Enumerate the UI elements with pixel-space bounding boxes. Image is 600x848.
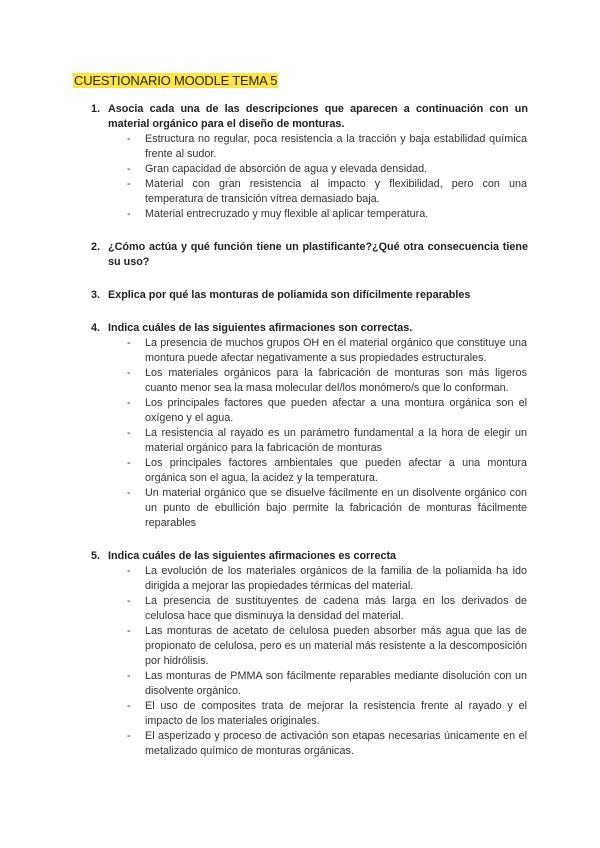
- question-3: [0, 288, 600, 303]
- question-number: 5.: [91, 550, 101, 562]
- option-text: Las monturas de acetato de celulosa pueden absorber más agua que las de propionato de celulosa, pero es un material más resistente a la descomposición por hidrólisis.: [145, 625, 527, 667]
- question-1: [0, 102, 600, 222]
- option-item: [127, 426, 527, 456]
- option-text: Material con gran resistencia al impacto y flexibilidad, pero con una temperatura de transición vítrea demasiado baja.: [145, 178, 527, 205]
- question-2: [0, 240, 600, 270]
- option-item: [127, 564, 527, 594]
- option-list: [0, 336, 600, 531]
- option-text: El asperizado y proceso de activación son etapas necesarias únicamente en el metalizado químico de monturas orgánicas.: [145, 730, 527, 757]
- option-text: Material entrecruzado y muy flexible al aplicar temperatura.: [145, 208, 429, 220]
- dash-bullet-icon: -: [127, 670, 131, 682]
- option-item: [127, 729, 527, 759]
- option-text: Las monturas de PMMA son fácilmente reparables mediante disolución con un disolvente orgánico.: [145, 670, 527, 697]
- option-item: [127, 162, 527, 177]
- option-text: Estructura no regular, poca resistencia a la tracción y baja estabilidad química frente al sudor.: [145, 133, 527, 160]
- option-item: [127, 366, 527, 396]
- option-item: [127, 132, 527, 162]
- dash-bullet-icon: -: [127, 487, 131, 499]
- option-item: [127, 336, 527, 366]
- question-text: Indica cuáles de las siguientes afirmaciones son correctas.: [108, 322, 413, 334]
- option-item: [127, 177, 527, 207]
- question-text: ¿Cómo actúa y qué función tiene un plastificante?¿Qué otra consecuencia tiene su uso?: [108, 241, 528, 268]
- question-number: 1.: [91, 103, 101, 115]
- dash-bullet-icon: -: [127, 625, 131, 637]
- dash-bullet-icon: -: [127, 367, 131, 379]
- question-number: 2.: [91, 241, 101, 253]
- dash-bullet-icon: -: [127, 337, 131, 349]
- option-item: [127, 594, 527, 624]
- option-text: La resistencia al rayado es un parámetro fundamental a la hora de elegir un material orgánico para la fabricación de monturas: [145, 427, 527, 454]
- dash-bullet-icon: -: [127, 178, 131, 190]
- option-item: [127, 624, 527, 669]
- dash-bullet-icon: -: [127, 700, 131, 712]
- option-text: Gran capacidad de absorción de agua y elevada densidad.: [145, 163, 428, 175]
- question-text: Asocia cada una de las descripciones que aparecen a continuación con un material orgánico para el diseño de monturas.: [108, 103, 528, 130]
- option-item: [127, 396, 527, 426]
- dash-bullet-icon: -: [127, 163, 131, 175]
- option-text: El uso de composites trata de mejorar la resistencia frente al rayado y el impacto de los materiales originales.: [145, 700, 527, 727]
- dash-bullet-icon: -: [127, 565, 131, 577]
- question-list: [0, 102, 600, 777]
- question-4: [0, 321, 600, 531]
- option-text: Los materiales orgánicos para la fabricación de monturas son más ligeros cuanto menor sea la masa molecular del/los monómero/s que lo conforman.: [145, 367, 527, 394]
- option-list: [0, 564, 600, 759]
- option-item: [127, 699, 527, 729]
- option-item: [127, 486, 527, 531]
- option-list: [0, 132, 600, 222]
- option-text: La presencia de muchos grupos OH en el material orgánico que constituye una montura puede afectar negativamente a sus propiedades estructurales.: [145, 337, 527, 364]
- dash-bullet-icon: -: [127, 730, 131, 742]
- dash-bullet-icon: -: [127, 427, 131, 439]
- dash-bullet-icon: -: [127, 133, 131, 145]
- option-text: Un material orgánico que se disuelve fácilmente en un disolvente orgánico con un punto de ebullición bajo permite la fabricación de monturas fácilmente reparables: [145, 487, 527, 529]
- question-5: [0, 549, 600, 759]
- dash-bullet-icon: -: [127, 457, 131, 469]
- option-item: [127, 669, 527, 699]
- option-text: La evolución de los materiales orgánicos de la familia de la poliamida ha ido dirigida a mejorar las propiedades térmicas del material.: [145, 565, 527, 592]
- question-text: Explica por qué las monturas de poliamida son difícilmente reparables: [108, 289, 471, 301]
- dash-bullet-icon: -: [127, 208, 131, 220]
- question-text: Indica cuáles de las siguientes afirmaciones es correcta: [108, 550, 397, 562]
- option-text: Los principales factores que pueden afectar a una montura orgánica son el oxígeno y el agua.: [145, 397, 527, 424]
- dash-bullet-icon: -: [127, 397, 131, 409]
- question-number: 3.: [91, 289, 101, 301]
- document-title: CUESTIONARIO MOODLE TEMA 5: [74, 73, 278, 88]
- option-text: Los principales factores ambientales que pueden afectar a una montura orgánica son el agua, la acidez y la temperatura.: [145, 457, 527, 484]
- dash-bullet-icon: -: [127, 595, 131, 607]
- question-number: 4.: [91, 322, 101, 334]
- option-text: La presencia de sustituyentes de cadena más larga en los derivados de celulosa hace que disminuya la densidad del material.: [145, 595, 527, 622]
- option-item: [127, 456, 527, 486]
- option-item: [127, 207, 527, 222]
